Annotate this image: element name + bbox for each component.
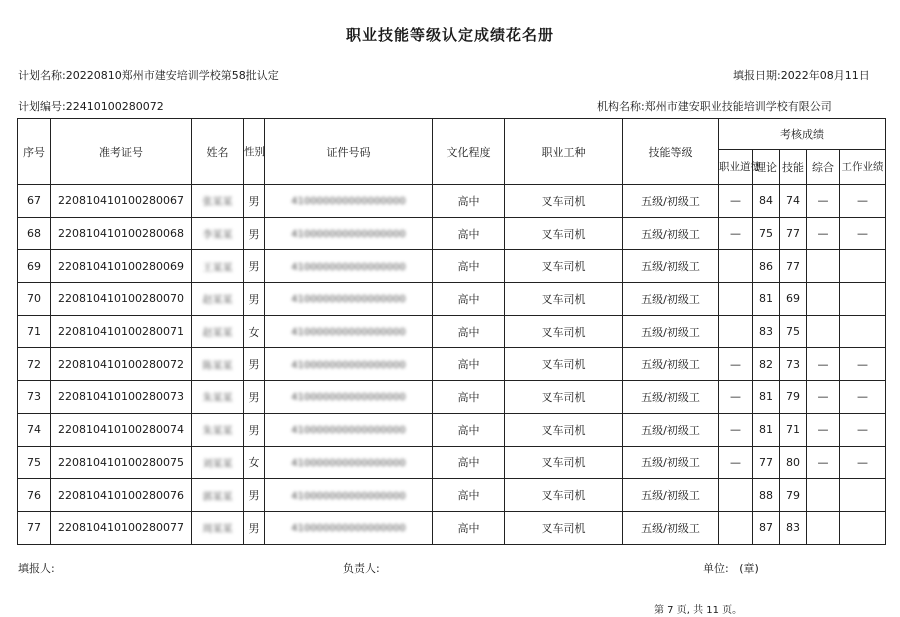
cell-gender: 男 <box>244 250 265 283</box>
cell-education: 高中 <box>433 479 505 512</box>
page-number: 第 7 页, 共 11 页。 <box>654 605 743 616</box>
cell-seq: 71 <box>18 315 51 348</box>
table-row <box>18 413 886 446</box>
cell-id-no <box>265 446 433 479</box>
unit-line <box>703 560 759 576</box>
header-gender: 性别 <box>244 119 265 185</box>
cell-overall: — <box>807 185 840 218</box>
cell-id-no <box>265 283 433 316</box>
cell-id-no-redacted: 410000000000000000 <box>291 229 406 241</box>
document-title: 职业技能等级认定成绩花名册 <box>345 26 554 44</box>
cell-ticket: 220810410100280073 <box>51 381 192 414</box>
header-education: 文化程度 <box>433 119 505 185</box>
cell-id-no-redacted: 410000000000000000 <box>291 490 406 502</box>
cell-ethics <box>719 511 753 544</box>
cell-seq: 72 <box>18 348 51 381</box>
table-row <box>18 185 886 218</box>
header-scores: 考核成绩 <box>719 119 886 150</box>
table-row <box>18 283 886 316</box>
cell-level: 五级/初级工 <box>623 446 719 479</box>
cell-job: 叉车司机 <box>505 250 623 283</box>
plan-name-label: 计划名称: <box>18 69 66 82</box>
cell-level: 五级/初级工 <box>623 217 719 250</box>
plan-no-label: 计划编号: <box>18 100 66 113</box>
cell-ethics: — <box>719 446 753 479</box>
cell-name-redacted: 郭某某 <box>202 491 233 503</box>
cell-name <box>192 381 244 414</box>
cell-ticket: 220810410100280070 <box>51 283 192 316</box>
cell-gender: 男 <box>244 511 265 544</box>
cell-ethics: — <box>719 381 753 414</box>
cell-education: 高中 <box>433 185 505 218</box>
cell-skill: 73 <box>780 348 807 381</box>
cell-performance: — <box>840 348 886 381</box>
cell-name-redacted: 李某某 <box>202 230 233 242</box>
cell-job: 叉车司机 <box>505 283 623 316</box>
plan-name-line <box>18 67 279 83</box>
roster-body <box>18 185 886 545</box>
cell-overall: — <box>807 217 840 250</box>
cell-id-no <box>265 348 433 381</box>
cell-name-redacted: 周某某 <box>202 524 233 536</box>
cell-gender: 男 <box>244 348 265 381</box>
cell-gender: 男 <box>244 413 265 446</box>
cell-seq: 77 <box>18 511 51 544</box>
cell-name-redacted: 陈某某 <box>202 360 233 372</box>
cell-theory: 86 <box>753 250 780 283</box>
table-row <box>18 250 886 283</box>
cell-seq: 76 <box>18 479 51 512</box>
cell-name <box>192 511 244 544</box>
cell-job: 叉车司机 <box>505 479 623 512</box>
cell-performance <box>840 511 886 544</box>
cell-job: 叉车司机 <box>505 217 623 250</box>
cell-overall: — <box>807 348 840 381</box>
cell-education: 高中 <box>433 446 505 479</box>
cell-theory: 82 <box>753 348 780 381</box>
cell-gender: 男 <box>244 381 265 414</box>
score-roster-table <box>17 118 886 545</box>
cell-id-no-redacted: 410000000000000000 <box>291 196 406 208</box>
cell-name <box>192 479 244 512</box>
cell-id-no-redacted: 410000000000000000 <box>291 523 406 535</box>
cell-ethics <box>719 479 753 512</box>
cell-name <box>192 250 244 283</box>
fill-date-line <box>733 67 870 83</box>
cell-ethics: — <box>719 217 753 250</box>
cell-overall <box>807 315 840 348</box>
cell-education: 高中 <box>433 348 505 381</box>
cell-ethics <box>719 283 753 316</box>
cell-skill: 77 <box>780 250 807 283</box>
cell-education: 高中 <box>433 413 505 446</box>
cell-gender: 女 <box>244 315 265 348</box>
cell-overall <box>807 283 840 316</box>
table-row <box>18 479 886 512</box>
cell-education: 高中 <box>433 250 505 283</box>
cell-name-redacted: 赵某某 <box>202 328 233 340</box>
cell-performance: — <box>840 413 886 446</box>
cell-id-no-redacted: 410000000000000000 <box>291 359 406 371</box>
cell-theory: 87 <box>753 511 780 544</box>
cell-gender: 男 <box>244 185 265 218</box>
cell-name <box>192 185 244 218</box>
header-ethics: 职业道德 <box>719 150 753 185</box>
header-theory: 理论 <box>753 150 780 185</box>
cell-theory: 83 <box>753 315 780 348</box>
cell-overall <box>807 250 840 283</box>
cell-ticket: 220810410100280068 <box>51 217 192 250</box>
org-name-label: 机构名称: <box>597 100 645 113</box>
cell-id-no <box>265 413 433 446</box>
cell-ticket: 220810410100280071 <box>51 315 192 348</box>
fill-date-value: 2022年08月11日 <box>780 69 870 82</box>
header-overall: 综合 <box>807 150 840 185</box>
cell-job: 叉车司机 <box>505 315 623 348</box>
cell-name <box>192 446 244 479</box>
filler-label: 填报人: <box>18 562 55 575</box>
cell-ticket: 220810410100280076 <box>51 479 192 512</box>
cell-level: 五级/初级工 <box>623 413 719 446</box>
cell-level: 五级/初级工 <box>623 185 719 218</box>
cell-performance <box>840 250 886 283</box>
cell-gender: 男 <box>244 479 265 512</box>
cell-level: 五级/初级工 <box>623 315 719 348</box>
table-row <box>18 217 886 250</box>
cell-name <box>192 315 244 348</box>
cell-education: 高中 <box>433 283 505 316</box>
cell-theory: 77 <box>753 446 780 479</box>
cell-level: 五级/初级工 <box>623 250 719 283</box>
cell-overall <box>807 479 840 512</box>
cell-education: 高中 <box>433 217 505 250</box>
cell-ethics <box>719 250 753 283</box>
cell-theory: 81 <box>753 381 780 414</box>
plan-no-line <box>18 98 164 114</box>
cell-education: 高中 <box>433 315 505 348</box>
cell-level: 五级/初级工 <box>623 381 719 414</box>
cell-id-no <box>265 250 433 283</box>
cell-ethics <box>719 315 753 348</box>
cell-job: 叉车司机 <box>505 446 623 479</box>
cell-level: 五级/初级工 <box>623 511 719 544</box>
cell-gender: 男 <box>244 283 265 316</box>
header-performance: 工作业绩 <box>840 150 886 185</box>
cell-theory: 75 <box>753 217 780 250</box>
header-id-no: 证件号码 <box>265 119 433 185</box>
cell-id-no <box>265 185 433 218</box>
unit-stamp: (章) <box>739 562 759 575</box>
cell-seq: 67 <box>18 185 51 218</box>
org-name-line <box>597 98 832 114</box>
plan-name-value: 20220810郑州市建安培训学校第58批认定 <box>65 69 279 82</box>
cell-job: 叉车司机 <box>505 185 623 218</box>
cell-job: 叉车司机 <box>505 381 623 414</box>
cell-id-no-redacted: 410000000000000000 <box>291 327 406 339</box>
table-row <box>18 348 886 381</box>
cell-theory: 81 <box>753 283 780 316</box>
plan-no-value: 22410100280072 <box>65 100 164 113</box>
cell-skill: 74 <box>780 185 807 218</box>
cell-seq: 73 <box>18 381 51 414</box>
cell-ticket: 220810410100280067 <box>51 185 192 218</box>
cell-seq: 69 <box>18 250 51 283</box>
cell-name <box>192 217 244 250</box>
cell-seq: 70 <box>18 283 51 316</box>
cell-id-no-redacted: 410000000000000000 <box>291 392 406 404</box>
cell-education: 高中 <box>433 511 505 544</box>
cell-seq: 68 <box>18 217 51 250</box>
cell-job: 叉车司机 <box>505 511 623 544</box>
cell-ticket: 220810410100280074 <box>51 413 192 446</box>
table-row <box>18 315 886 348</box>
cell-name-redacted: 刘某某 <box>202 458 233 470</box>
cell-seq: 75 <box>18 446 51 479</box>
cell-performance: — <box>840 185 886 218</box>
cell-name-redacted: 朱某某 <box>202 393 233 405</box>
cell-overall: — <box>807 413 840 446</box>
cell-ethics: — <box>719 348 753 381</box>
cell-education: 高中 <box>433 381 505 414</box>
cell-ticket: 220810410100280077 <box>51 511 192 544</box>
cell-ticket: 220810410100280069 <box>51 250 192 283</box>
cell-theory: 88 <box>753 479 780 512</box>
table-row <box>18 446 886 479</box>
cell-seq: 74 <box>18 413 51 446</box>
cell-name-redacted: 赵某某 <box>202 295 233 307</box>
cell-performance <box>840 479 886 512</box>
cell-id-no <box>265 315 433 348</box>
cell-name-redacted: 王某某 <box>202 262 233 274</box>
header-name: 姓名 <box>192 119 244 185</box>
cell-name-redacted: 朱某某 <box>202 426 233 438</box>
header-job: 职业工种 <box>505 119 623 185</box>
cell-theory: 84 <box>753 185 780 218</box>
cell-ticket: 220810410100280072 <box>51 348 192 381</box>
cell-performance: — <box>840 446 886 479</box>
cell-skill: 77 <box>780 217 807 250</box>
table-row <box>18 511 886 544</box>
cell-overall: — <box>807 381 840 414</box>
cell-skill: 69 <box>780 283 807 316</box>
cell-level: 五级/初级工 <box>623 283 719 316</box>
cell-theory: 81 <box>753 413 780 446</box>
unit-label: 单位: <box>703 562 729 575</box>
cell-id-no-redacted: 410000000000000000 <box>291 261 406 273</box>
fill-date-label: 填报日期: <box>733 69 781 82</box>
cell-gender: 女 <box>244 446 265 479</box>
cell-ethics: — <box>719 185 753 218</box>
cell-name <box>192 348 244 381</box>
cell-skill: 75 <box>780 315 807 348</box>
cell-performance: — <box>840 217 886 250</box>
cell-id-no-redacted: 410000000000000000 <box>291 457 406 469</box>
cell-ticket: 220810410100280075 <box>51 446 192 479</box>
cell-job: 叉车司机 <box>505 348 623 381</box>
cell-performance <box>840 315 886 348</box>
cell-level: 五级/初级工 <box>623 479 719 512</box>
header-skill: 技能 <box>780 150 807 185</box>
cell-job: 叉车司机 <box>505 413 623 446</box>
header-seq: 序号 <box>18 119 51 185</box>
org-name-value: 郑州市建安职业技能培训学校有限公司 <box>644 100 832 113</box>
cell-id-no-redacted: 410000000000000000 <box>291 425 406 437</box>
header-level: 技能等级 <box>623 119 719 185</box>
cell-ethics: — <box>719 413 753 446</box>
cell-name <box>192 283 244 316</box>
table-row <box>18 381 886 414</box>
cell-skill: 79 <box>780 381 807 414</box>
cell-overall: — <box>807 446 840 479</box>
cell-skill: 71 <box>780 413 807 446</box>
header-ticket: 准考证号 <box>51 119 192 185</box>
cell-id-no <box>265 381 433 414</box>
cell-performance: — <box>840 381 886 414</box>
cell-id-no <box>265 217 433 250</box>
cell-level: 五级/初级工 <box>623 348 719 381</box>
cell-skill: 80 <box>780 446 807 479</box>
cell-skill: 83 <box>780 511 807 544</box>
cell-id-no <box>265 511 433 544</box>
cell-overall <box>807 511 840 544</box>
cell-performance <box>840 283 886 316</box>
person-in-charge-label: 负责人: <box>343 562 380 575</box>
cell-name-redacted: 张某某 <box>202 197 233 209</box>
cell-name <box>192 413 244 446</box>
cell-skill: 79 <box>780 479 807 512</box>
cell-id-no <box>265 479 433 512</box>
cell-id-no-redacted: 410000000000000000 <box>291 294 406 306</box>
cell-gender: 男 <box>244 217 265 250</box>
